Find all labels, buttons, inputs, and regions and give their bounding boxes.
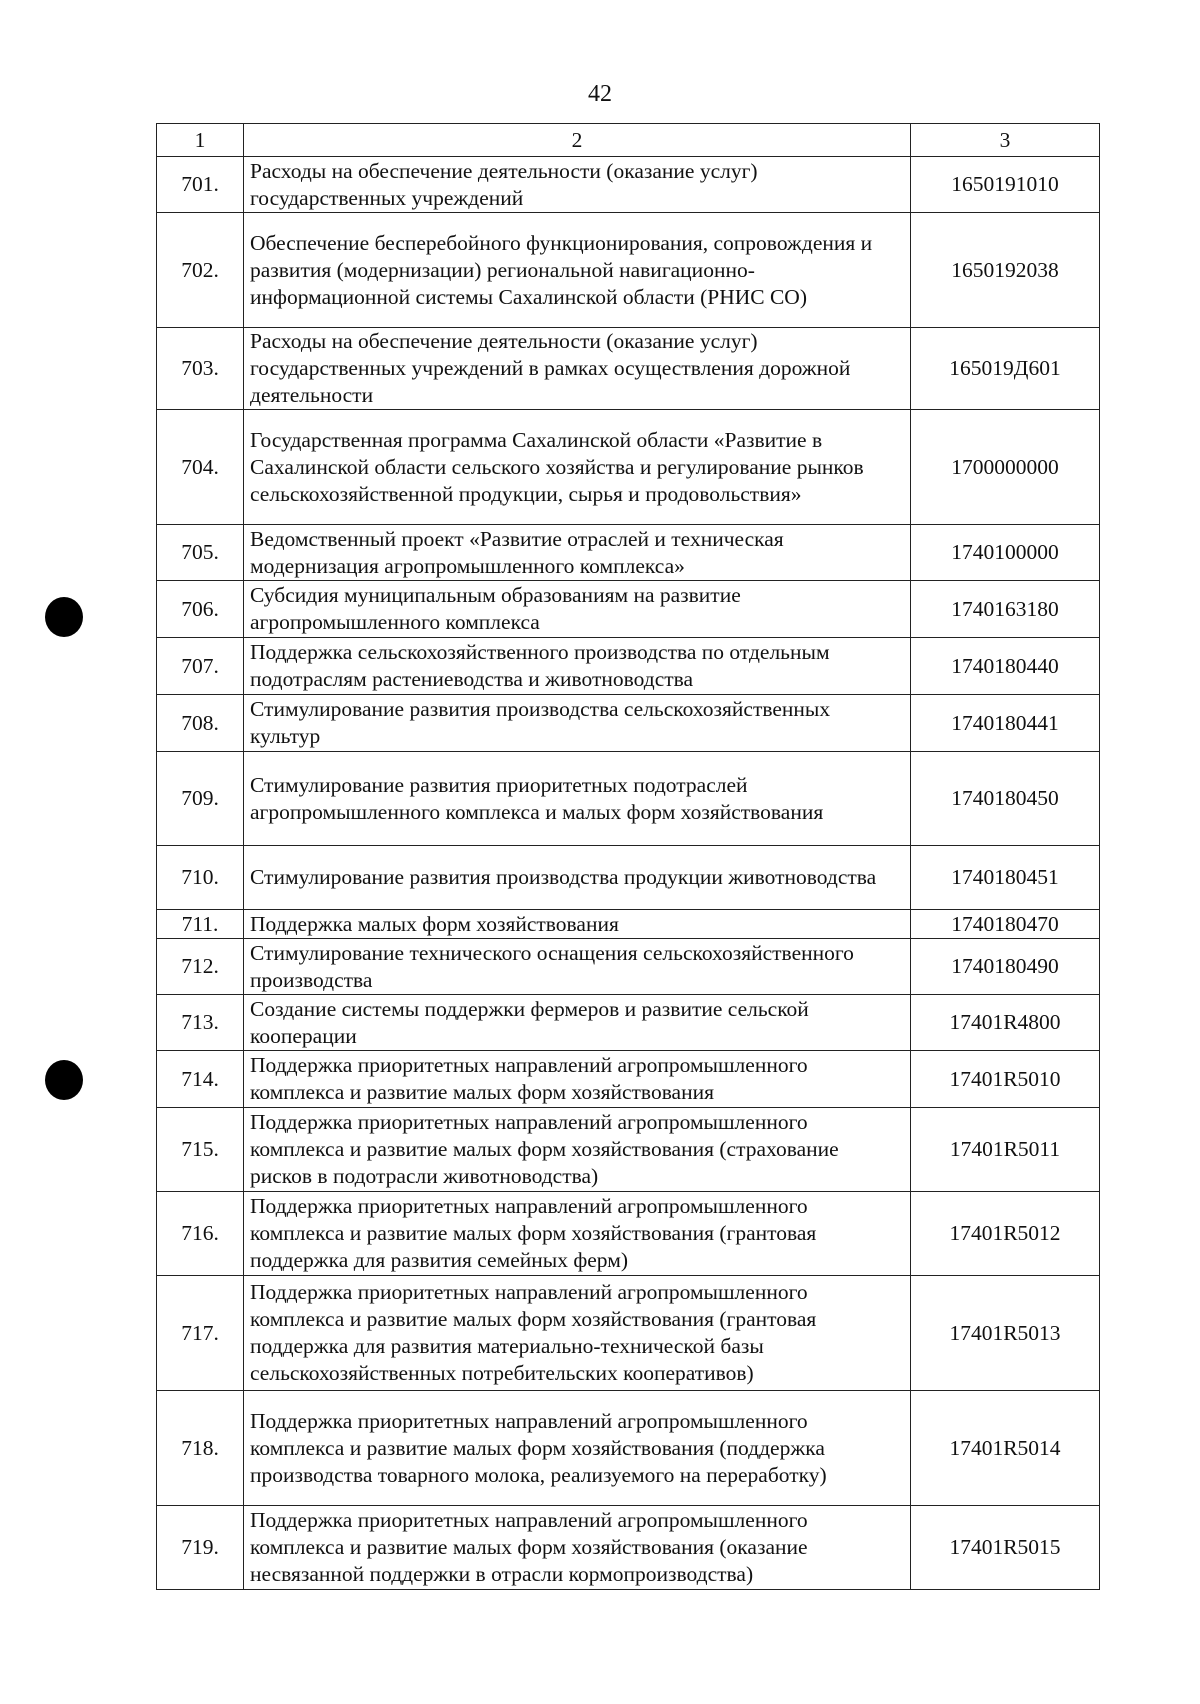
row-number: 709. [157, 752, 244, 846]
row-code: 165019Д601 [911, 328, 1100, 410]
row-number: 719. [157, 1506, 244, 1590]
row-number: 702. [157, 213, 244, 328]
row-description: Поддержка приоритетных направлений агропромышленного комплекса и развитие малых форм хозяйствования (грантовая поддержка для развития материально-технической базы сельскохозяйственных потребительских кооперативов) [244, 1276, 911, 1391]
table-row [157, 328, 1100, 410]
row-number: 707. [157, 638, 244, 695]
row-description: Стимулирование развития приоритетных подотраслей агропромышленного комплекса и малых форм хозяйствования [244, 752, 911, 846]
row-number: 710. [157, 846, 244, 910]
row-number: 716. [157, 1192, 244, 1276]
table-row [157, 1506, 1100, 1590]
column-header-description: 2 [244, 124, 911, 157]
table-row [157, 695, 1100, 752]
row-description: Поддержка приоритетных направлений агропромышленного комплекса и развитие малых форм хозяйствования (оказание несвязанной поддержки в отрасли кормопроизводства) [244, 1506, 911, 1590]
row-code: 1740180450 [911, 752, 1100, 846]
table-row [157, 1276, 1100, 1391]
row-number: 714. [157, 1051, 244, 1108]
punch-hole-mark [45, 597, 83, 637]
column-header-number: 1 [157, 124, 244, 157]
row-code: 1650191010 [911, 157, 1100, 213]
row-description: Расходы на обеспечение деятельности (оказание услуг) государственных учреждений [244, 157, 911, 213]
row-number: 703. [157, 328, 244, 410]
row-code: 17401R5015 [911, 1506, 1100, 1590]
row-description: Субсидия муниципальным образованиям на развитие агропромышленного комплекса [244, 581, 911, 638]
table-row [157, 1391, 1100, 1506]
punch-hole-mark [45, 1060, 83, 1100]
row-description: Государственная программа Сахалинской области «Развитие в Сахалинской области сельского хозяйства и регулирование рынков сельскохозяйственной продукции, сырья и продовольствия» [244, 410, 911, 525]
row-description: Поддержка сельскохозяйственного производства по отдельным подотраслям растениеводства и животноводства [244, 638, 911, 695]
row-code: 1740180440 [911, 638, 1100, 695]
row-code: 17401R5012 [911, 1192, 1100, 1276]
table-row [157, 213, 1100, 328]
row-description: Поддержка приоритетных направлений агропромышленного комплекса и развитие малых форм хозяйствования (поддержка производства товарного молока, реализуемого на переработку) [244, 1391, 911, 1506]
row-code: 17401R5011 [911, 1108, 1100, 1192]
row-code: 1700000000 [911, 410, 1100, 525]
row-number: 718. [157, 1391, 244, 1506]
table-row [157, 525, 1100, 581]
row-code: 1740100000 [911, 525, 1100, 581]
row-code: 17401R5010 [911, 1051, 1100, 1108]
row-code: 17401R5014 [911, 1391, 1100, 1506]
row-number: 715. [157, 1108, 244, 1192]
row-description: Поддержка приоритетных направлений агропромышленного комплекса и развитие малых форм хозяйствования (грантовая поддержка для развития семейных ферм) [244, 1192, 911, 1276]
row-description: Стимулирование развития производства сельскохозяйственных культур [244, 695, 911, 752]
row-description: Ведомственный проект «Развитие отраслей и техническая модернизация агропромышленного комплекса» [244, 525, 911, 581]
table-row [157, 846, 1100, 910]
table-header-row [157, 124, 1100, 157]
row-code: 1740180451 [911, 846, 1100, 910]
row-code: 1650192038 [911, 213, 1100, 328]
row-code: 17401R4800 [911, 995, 1100, 1051]
table-row [157, 910, 1100, 939]
row-number: 717. [157, 1276, 244, 1391]
table-row [157, 157, 1100, 213]
table-row [157, 1051, 1100, 1108]
row-description: Стимулирование развития производства продукции животноводства [244, 846, 911, 910]
page-number: 42 [588, 81, 612, 107]
row-description: Обеспечение бесперебойного функционирования, сопровождения и развития (модернизации) региональной навигационно-информационной системы Сахалинской области (РНИС СО) [244, 213, 911, 328]
row-description: Создание системы поддержки фермеров и развитие сельской кооперации [244, 995, 911, 1051]
table-row [157, 1192, 1100, 1276]
row-number: 706. [157, 581, 244, 638]
row-number: 708. [157, 695, 244, 752]
row-code: 1740163180 [911, 581, 1100, 638]
row-code: 1740180490 [911, 939, 1100, 995]
table-row [157, 410, 1100, 525]
row-description: Расходы на обеспечение деятельности (оказание услуг) государственных учреждений в рамках осуществления дорожной деятельности [244, 328, 911, 410]
row-description: Поддержка приоритетных направлений агропромышленного комплекса и развитие малых форм хозяйствования (страхование рисков в подотрасли животноводства) [244, 1108, 911, 1192]
row-description: Поддержка приоритетных направлений агропромышленного комплекса и развитие малых форм хозяйствования [244, 1051, 911, 1108]
row-number: 712. [157, 939, 244, 995]
table-row [157, 995, 1100, 1051]
row-code: 1740180441 [911, 695, 1100, 752]
table-row [157, 638, 1100, 695]
row-code: 17401R5013 [911, 1276, 1100, 1391]
row-number: 705. [157, 525, 244, 581]
row-number: 711. [157, 910, 244, 939]
table-row [157, 581, 1100, 638]
row-number: 701. [157, 157, 244, 213]
table-row [157, 939, 1100, 995]
row-number: 704. [157, 410, 244, 525]
row-description: Стимулирование технического оснащения сельскохозяйственного производства [244, 939, 911, 995]
column-header-code: 3 [911, 124, 1100, 157]
budget-codes-table [156, 123, 1100, 1590]
row-description: Поддержка малых форм хозяйствования [244, 910, 911, 939]
table-row [157, 1108, 1100, 1192]
table-row [157, 752, 1100, 846]
row-number: 713. [157, 995, 244, 1051]
row-code: 1740180470 [911, 910, 1100, 939]
